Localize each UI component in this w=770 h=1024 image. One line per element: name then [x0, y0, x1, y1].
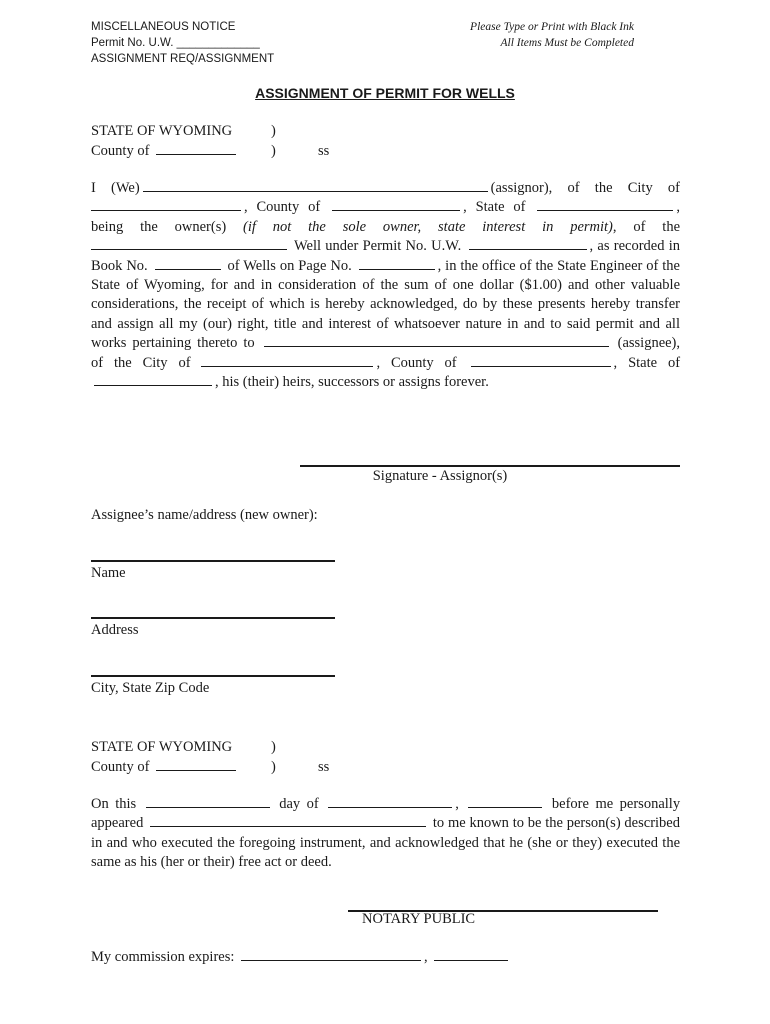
- page-number-field[interactable]: [359, 257, 435, 270]
- header-right: [470, 19, 634, 51]
- assignee-state-field[interactable]: [94, 373, 212, 386]
- venue-ss: ss: [318, 759, 330, 775]
- page-title: ASSIGNMENT OF PERMIT FOR WELLS: [255, 85, 515, 101]
- notary-public-label: NOTARY PUBLIC: [362, 911, 476, 927]
- venue-paren: ): [271, 123, 276, 139]
- assignor-county-field[interactable]: [332, 198, 460, 211]
- assignee-name-label: Name: [91, 565, 126, 581]
- commission-date-field[interactable]: [241, 948, 421, 961]
- well-name-field[interactable]: [91, 237, 287, 250]
- assignor-city-field[interactable]: [91, 198, 241, 211]
- venue-county-label: County of: [91, 759, 150, 775]
- assignor-state-field[interactable]: [537, 198, 673, 211]
- notary-paragraph: On this day of , before me personally appeared to me known to be the person(s) described in and who executed the foregoing instrument, and acknowledged that he (she or they) executed the same as his (her or their) free act or deed.: [91, 796, 681, 871]
- notice-type: MISCELLANEOUS NOTICE: [91, 21, 236, 33]
- year-field[interactable]: [468, 795, 542, 808]
- assignment-type: ASSIGNMENT REQ/ASSIGNMENT: [91, 53, 275, 65]
- completion-instruction: All Items Must be Completed: [500, 37, 634, 49]
- venue-block-1: [91, 121, 330, 161]
- assignee-address-line[interactable]: [91, 617, 335, 619]
- assignee-city-label: City, State Zip Code: [91, 680, 210, 696]
- assignee-name-line[interactable]: [91, 560, 335, 562]
- month-field[interactable]: [328, 795, 452, 808]
- venue-paren: ): [271, 739, 276, 755]
- venue-ss: ss: [318, 143, 330, 159]
- assignor-name-field[interactable]: [143, 179, 488, 192]
- permit-number-field[interactable]: [469, 237, 587, 250]
- county-field[interactable]: [156, 758, 236, 771]
- assignee-city-line[interactable]: [91, 675, 335, 677]
- commission-year-field[interactable]: [434, 948, 508, 961]
- book-number-field[interactable]: [155, 257, 221, 270]
- assignor-signature-label: Signature - Assignor(s): [372, 468, 508, 484]
- header-left: [91, 19, 274, 67]
- interest-note: (if not the sole owner, state interest in permit): [243, 218, 613, 235]
- assignee-heading: Assignee’s name/address (new owner):: [91, 507, 318, 523]
- assignee-name-field[interactable]: [264, 334, 609, 347]
- county-field[interactable]: [156, 142, 236, 155]
- venue-county-label: County of: [91, 143, 150, 159]
- appeared-name-field[interactable]: [150, 814, 426, 827]
- ink-instruction: Please Type or Print with Black Ink: [470, 21, 634, 33]
- assignor-signature-line[interactable]: [300, 465, 680, 467]
- venue-paren: ): [271, 143, 276, 159]
- permit-number-line: Permit No. U.W. _____________: [91, 37, 260, 49]
- assignee-address-label: Address: [91, 622, 139, 638]
- day-field[interactable]: [146, 795, 270, 808]
- assignee-city-field[interactable]: [201, 354, 373, 367]
- venue-paren: ): [271, 759, 276, 775]
- venue-state: STATE OF WYOMING: [91, 123, 233, 139]
- assignment-paragraph: I (We) (assignor), of the City of , County of , State of , being the owner(s) (if not the sole owner, state interest in permit), of the Well under Permit No. U.W. , as recorded in Book No. of Wells on Page No. , in the office of the State Engineer of the State of Wyoming, for and in consideration of the sum of one dollar ($1.00) and other valuable considerations, the receipt of which is hereby acknowledged, do by these presents hereby transfer and assign all my (our) right, title and interest of whatsoever nature in and to said permit and all works pertaining thereto to (assignee), of the City of , County of , State of , his (their) heirs, successors or assigns forever.: [91, 180, 681, 391]
- venue-state: STATE OF WYOMING: [91, 739, 233, 755]
- commission-expires: My commission expires: ,: [91, 948, 511, 966]
- venue-block-2: [91, 737, 330, 777]
- assignee-county-field[interactable]: [471, 354, 611, 367]
